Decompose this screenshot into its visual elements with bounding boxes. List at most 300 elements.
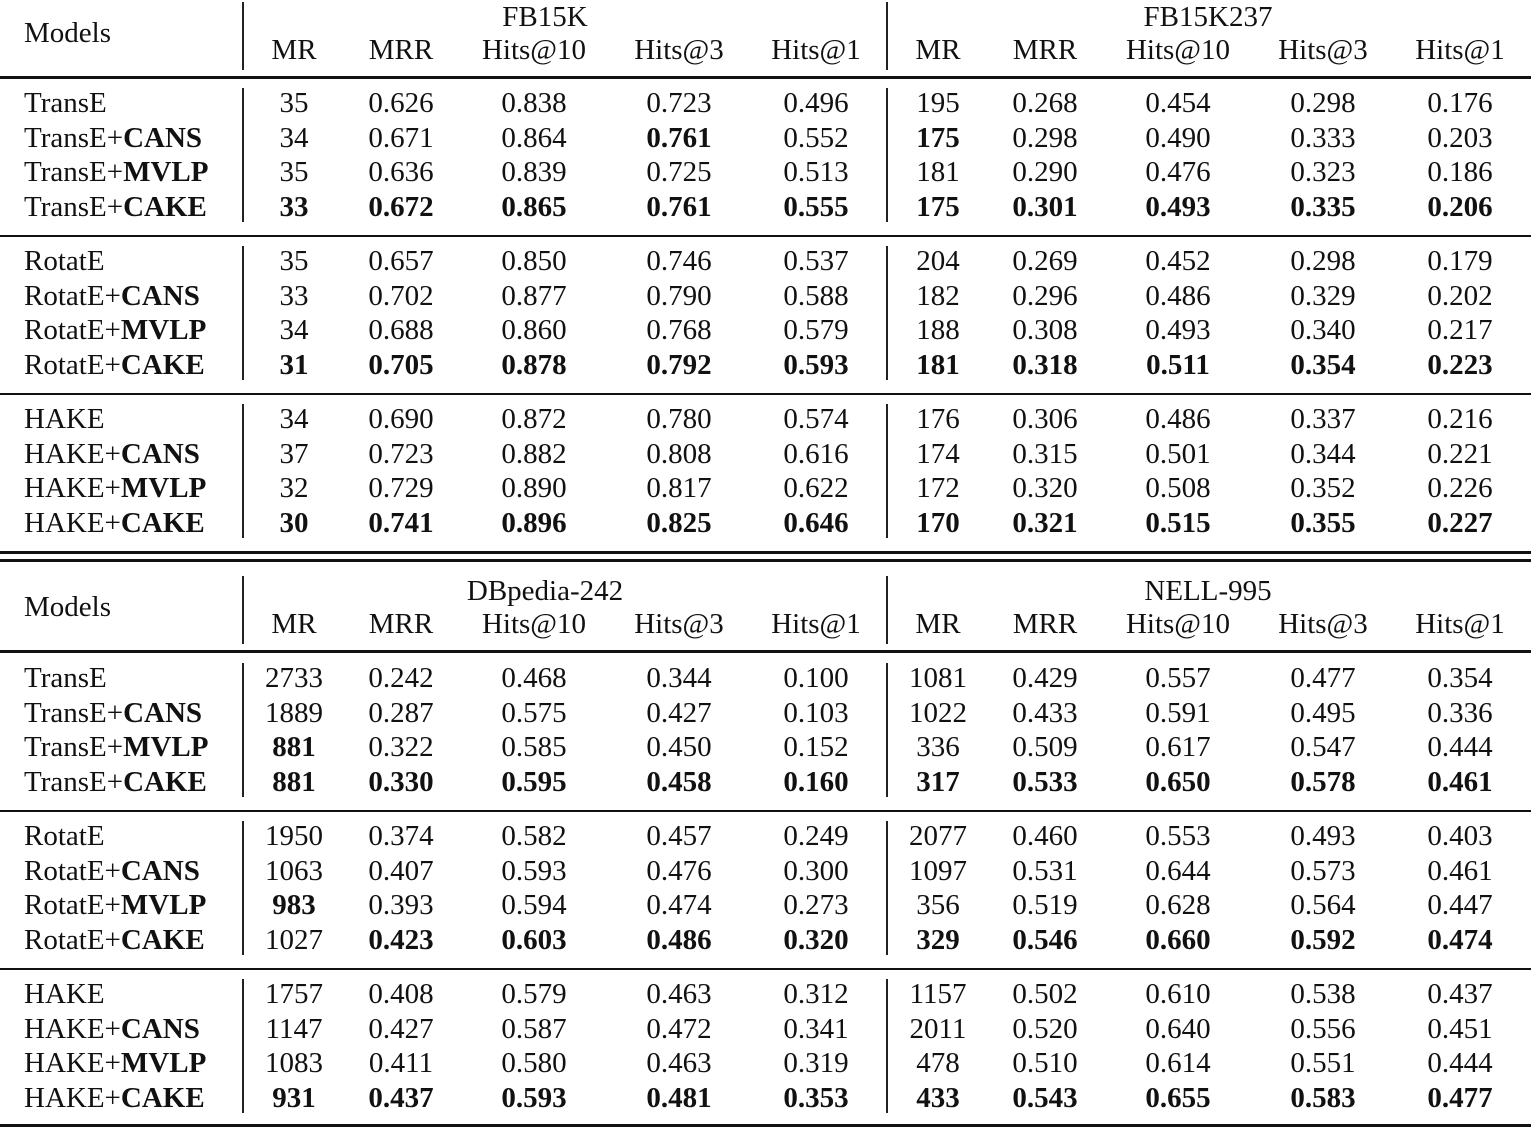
metric-value: 0.768 [646,314,712,347]
metric-value: 336 [916,731,960,764]
metric-value: 0.817 [646,472,712,505]
metric-value: 0.287 [368,696,434,729]
metric-value: 0.333 [1290,121,1356,154]
model-base-name: TransE+ [24,190,124,223]
model-method-suffix: CAKE [120,348,205,381]
metric-value: 0.860 [501,314,567,347]
table-row [0,696,1533,731]
metric-value: 0.407 [368,854,434,887]
model-base-name: HAKE+ [24,1012,121,1045]
metric-value: 0.501 [1145,437,1211,470]
model-method-suffix: CAKE [120,923,205,956]
metric-value: 181 [916,348,960,381]
metric-value: 0.725 [646,156,712,189]
metric-value: 0.433 [1012,696,1078,729]
metric-value: 356 [916,889,960,922]
model-base-name: HAKE+ [24,506,121,539]
metric-value: 0.552 [783,121,849,154]
metric-value: 0.640 [1145,1012,1211,1045]
metric-value: 0.354 [1290,348,1356,381]
table-row [0,765,1533,800]
metric-value: 0.217 [1427,314,1493,347]
model-name [24,730,208,764]
metric-value: 1063 [265,854,323,887]
metric-value: 881 [272,765,316,798]
metric-value: 0.650 [1145,765,1211,798]
metric-value: 0.614 [1145,1047,1211,1080]
metric-header: Hits@10 [481,608,587,640]
model-method-suffix: MVLP [120,889,207,922]
metric-value: 0.103 [783,696,849,729]
model-base-name: RotatE+ [24,923,121,956]
metric-value: 0.655 [1145,1081,1211,1114]
metric-value: 0.354 [1427,662,1493,694]
metric-value: 0.825 [646,506,712,539]
metric-value: 35 [279,87,309,119]
metric-value: 204 [916,245,960,277]
metric-header: MRR [368,34,434,66]
model-base-name: HAKE [24,403,105,435]
metric-header: Hits@3 [1278,34,1368,66]
table-row [0,888,1533,923]
metric-header: MR [271,608,317,640]
column-separator [242,576,244,644]
metric-header: Hits@10 [1125,608,1231,640]
model-method-suffix: MVLP [120,1047,207,1080]
metric-value: 0.564 [1290,889,1356,922]
metric-value: 170 [916,506,960,539]
metric-value: 0.223 [1427,348,1493,381]
model-method-suffix: CANS [120,854,200,887]
model-base-name: RotatE+ [24,854,121,887]
metric-value: 0.308 [1012,314,1078,347]
metric-header: Hits@1 [1415,608,1505,640]
metric-header: MR [271,34,317,66]
metric-value: 0.321 [1012,506,1078,539]
metric-value: 0.322 [368,731,434,764]
model-base-name: TransE+ [24,156,124,189]
column-separator [242,979,244,1113]
metric-value: 317 [916,765,960,798]
model-method-suffix: MVLP [123,731,209,764]
model-base-name: HAKE+ [24,1081,121,1114]
model-base-name: HAKE+ [24,1047,121,1080]
metric-value: 0.671 [368,121,434,154]
metric-value: 2077 [909,820,967,852]
model-name [24,888,206,922]
model-method-suffix: CANS [120,1012,200,1045]
metric-value: 0.594 [501,889,567,922]
group-rule [0,810,1531,812]
metric-value: 0.493 [1290,820,1356,852]
metric-value: 0.249 [783,820,849,852]
metric-value: 329 [916,923,960,956]
metric-value: 35 [279,245,309,277]
metric-value: 0.790 [646,279,712,312]
metric-value: 0.486 [1145,279,1211,312]
metric-value: 0.593 [783,348,849,381]
metric-value: 0.306 [1012,403,1078,435]
metric-value: 0.312 [783,978,849,1010]
column-separator [886,979,888,1113]
metric-value: 0.352 [1290,472,1356,505]
metric-value: 0.513 [783,156,849,189]
model-method-suffix: MVLP [120,314,207,347]
metric-value: 0.617 [1145,731,1211,764]
metric-value: 0.588 [783,279,849,312]
metric-value: 0.896 [501,506,567,539]
metric-value: 188 [916,314,960,347]
metric-value: 0.546 [1012,923,1078,956]
metric-value: 0.579 [501,978,567,1010]
metric-value: 0.206 [1427,190,1493,223]
metric-value: 0.547 [1290,731,1356,764]
metric-header: MRR [368,608,434,640]
model-name [24,1046,206,1080]
metric-value: 0.335 [1290,190,1356,223]
metric-value: 0.336 [1427,696,1493,729]
metric-value: 0.427 [368,1012,434,1045]
metric-value: 881 [272,731,316,764]
metric-value: 35 [279,156,309,189]
table-row [0,661,1533,696]
metric-value: 0.221 [1427,437,1493,470]
model-method-suffix: CANS [123,121,203,154]
metric-value: 0.688 [368,314,434,347]
metric-value: 0.864 [501,121,567,154]
metric-value: 0.580 [501,1047,567,1080]
model-name [24,923,205,957]
metric-value: 0.179 [1427,245,1493,277]
bottom-rule [0,1124,1531,1127]
metric-value: 0.374 [368,820,434,852]
double-rule-bottom [0,559,1531,562]
table-row [0,1081,1533,1116]
metric-value: 0.515 [1145,506,1211,539]
metric-value: 0.474 [1427,923,1493,956]
metric-value: 0.690 [368,403,434,435]
model-base-name: TransE+ [24,765,124,798]
metric-value: 0.574 [783,403,849,435]
metric-value: 0.337 [1290,403,1356,435]
table-row [0,923,1533,958]
model-name [24,977,105,1011]
metric-value: 0.461 [1427,854,1493,887]
metric-value: 0.579 [783,314,849,347]
metric-value: 1027 [265,923,323,956]
metric-value: 0.495 [1290,696,1356,729]
metric-value: 0.646 [783,506,849,539]
metric-value: 0.723 [368,437,434,470]
metric-value: 175 [916,121,960,154]
metric-value: 433 [916,1081,960,1114]
models-column-header: Models [24,17,111,49]
metric-value: 0.451 [1427,1012,1493,1045]
metric-value: 0.616 [783,437,849,470]
metric-value: 0.100 [783,662,849,694]
metric-value: 1889 [265,696,323,729]
dataset-header: NELL-995 [1144,575,1272,607]
metric-value: 0.622 [783,472,849,505]
metric-value: 0.461 [1427,765,1493,798]
metric-value: 0.551 [1290,1047,1356,1080]
metric-value: 0.761 [646,121,712,154]
metric-value: 0.329 [1290,279,1356,312]
metric-value: 1147 [265,1012,323,1045]
metric-value: 0.296 [1012,279,1078,312]
metric-value: 0.537 [783,245,849,277]
metric-value: 0.341 [783,1012,849,1045]
metric-value: 0.850 [501,245,567,277]
metric-value: 0.660 [1145,923,1211,956]
metric-value: 478 [916,1047,960,1080]
metric-value: 0.203 [1427,121,1493,154]
column-separator [242,663,244,797]
metric-value: 0.865 [501,190,567,223]
metric-value: 0.628 [1145,889,1211,922]
metric-value: 0.882 [501,437,567,470]
models-column-header: Models [24,591,111,623]
metric-value: 0.269 [1012,245,1078,277]
metric-value: 0.408 [368,978,434,1010]
metric-value: 0.573 [1290,854,1356,887]
metric-value: 0.454 [1145,87,1211,119]
metric-value: 195 [916,87,960,119]
dataset-header: FB15K [502,1,588,33]
metric-value: 1950 [265,820,323,852]
metric-value: 0.160 [783,765,849,798]
metric-value: 0.423 [368,923,434,956]
metric-header: Hits@3 [634,34,724,66]
metric-value: 1022 [909,696,967,729]
metric-value: 174 [916,437,960,470]
metric-value: 0.298 [1290,87,1356,119]
model-method-suffix: CAKE [123,190,207,223]
metric-value: 0.780 [646,403,712,435]
metric-value: 0.202 [1427,279,1493,312]
model-base-name: RotatE+ [24,348,121,381]
metric-value: 0.450 [646,731,712,764]
metric-value: 0.481 [646,1081,712,1114]
metric-value: 0.411 [368,1047,434,1080]
metric-value: 0.511 [1146,348,1210,381]
metric-value: 0.593 [501,854,567,887]
metric-value: 0.591 [1145,696,1211,729]
metric-header: Hits@1 [771,608,861,640]
model-base-name: HAKE [24,978,105,1010]
model-base-name: HAKE+ [24,437,121,470]
metric-value: 0.242 [368,662,434,694]
model-method-suffix: MVLP [120,472,207,505]
metric-value: 0.463 [646,978,712,1010]
metric-value: 0.533 [1012,765,1078,798]
metric-value: 0.553 [1145,820,1211,852]
column-separator [886,821,888,955]
metric-value: 0.490 [1145,121,1211,154]
metric-value: 34 [279,403,309,435]
metric-value: 0.555 [783,190,849,223]
metric-value: 0.583 [1290,1081,1356,1114]
metric-header: Hits@10 [1125,34,1231,66]
metric-value: 0.592 [1290,923,1356,956]
metric-value: 1157 [909,978,967,1010]
metric-header: Hits@1 [771,34,861,66]
metric-value: 0.557 [1145,662,1211,694]
metric-value: 0.186 [1427,156,1493,189]
dataset-header: DBpedia-242 [466,575,624,607]
model-method-suffix: MVLP [123,156,209,189]
metric-value: 0.457 [646,820,712,852]
metric-value: 1083 [265,1047,323,1080]
metric-value: 0.458 [646,765,712,798]
metric-value: 0.644 [1145,854,1211,887]
metric-value: 0.610 [1145,978,1211,1010]
metric-value: 0.878 [501,348,567,381]
metric-value: 0.496 [783,87,849,119]
metric-value: 0.761 [646,190,712,223]
metric-value: 0.582 [501,820,567,852]
metric-value: 0.543 [1012,1081,1078,1114]
metric-value: 0.227 [1427,506,1493,539]
model-method-suffix: CAKE [123,765,207,798]
metric-value: 0.702 [368,279,434,312]
model-name [24,661,107,695]
metric-value: 931 [272,1081,316,1114]
model-method-suffix: CANS [120,279,200,312]
metric-value: 0.344 [646,662,712,694]
metric-value: 33 [279,190,309,223]
metric-value: 0.729 [368,472,434,505]
metric-value: 30 [279,506,309,539]
metric-value: 0.890 [501,472,567,505]
metric-value: 0.319 [783,1047,849,1080]
group-rule [0,968,1531,970]
metric-value: 0.520 [1012,1012,1078,1045]
metric-value: 32 [279,472,309,505]
metric-value: 0.477 [1427,1081,1493,1114]
metric-value: 0.353 [783,1081,849,1114]
metric-value: 0.447 [1427,889,1493,922]
metric-value: 0.429 [1012,662,1078,694]
metric-value: 0.839 [501,156,567,189]
model-name [24,1012,200,1046]
metric-value: 0.452 [1145,245,1211,277]
metric-value: 0.519 [1012,889,1078,922]
metric-value: 0.575 [501,696,567,729]
model-base-name: RotatE [24,820,105,852]
table-row [0,1046,1533,1081]
metric-value: 983 [272,889,316,922]
metric-value: 0.427 [646,696,712,729]
metric-value: 0.226 [1427,472,1493,505]
metric-value: 0.509 [1012,731,1078,764]
metric-value: 2733 [265,662,323,694]
model-method-suffix: CANS [123,696,203,729]
table-row [0,819,1533,854]
table-row [0,977,1533,1012]
metric-value: 0.355 [1290,506,1356,539]
metric-value: 0.468 [501,662,567,694]
model-name [24,765,207,799]
metric-value: 0.808 [646,437,712,470]
metric-value: 0.538 [1290,978,1356,1010]
metric-value: 0.493 [1145,190,1211,223]
metric-value: 0.437 [368,1081,434,1114]
model-base-name: RotatE+ [24,279,121,312]
table-row [0,1012,1533,1047]
metric-header: MR [915,608,961,640]
dataset-header: FB15K237 [1143,1,1273,33]
metric-value: 33 [279,279,309,312]
model-name [24,696,202,730]
metric-header: MR [915,34,961,66]
metric-value: 0.474 [646,889,712,922]
metric-value: 0.603 [501,923,567,956]
metric-value: 0.472 [646,1012,712,1045]
model-base-name: RotatE+ [24,889,121,922]
metric-value: 0.268 [1012,87,1078,119]
metric-value: 0.746 [646,245,712,277]
table-row [0,730,1533,765]
metric-value: 0.444 [1427,731,1493,764]
column-separator [242,821,244,955]
metric-value: 0.318 [1012,348,1078,381]
model-method-suffix: CAKE [120,1081,205,1114]
metric-value: 0.444 [1427,1047,1493,1080]
metric-value: 2011 [909,1012,967,1045]
model-base-name: TransE+ [24,121,124,154]
model-method-suffix: CAKE [120,506,205,539]
metric-header: MRR [1012,34,1078,66]
column-separator [886,576,888,644]
metric-value: 0.556 [1290,1012,1356,1045]
metric-value: 0.344 [1290,437,1356,470]
model-base-name: HAKE+ [24,472,121,505]
metric-value: 34 [279,314,309,347]
metric-value: 0.323 [1290,156,1356,189]
metric-value: 0.636 [368,156,434,189]
model-base-name: RotatE [24,245,105,277]
metric-value: 0.792 [646,348,712,381]
metric-header: Hits@3 [634,608,724,640]
model-base-name: TransE+ [24,731,124,764]
model-base-name: RotatE+ [24,314,121,347]
metric-value: 0.330 [368,765,434,798]
metric-value: 0.741 [368,506,434,539]
metric-value: 0.476 [646,854,712,887]
metric-value: 0.486 [646,923,712,956]
metric-value: 1757 [265,978,323,1010]
metric-value: 0.320 [1012,472,1078,505]
metric-value: 0.595 [501,765,567,798]
model-method-suffix: CANS [120,437,200,470]
metric-value: 0.510 [1012,1047,1078,1080]
metric-value: 0.300 [783,854,849,887]
metric-value: 31 [279,348,309,381]
metric-value: 0.476 [1145,156,1211,189]
metric-value: 0.298 [1290,245,1356,277]
metric-value: 1081 [909,662,967,694]
metric-value: 1097 [909,854,967,887]
metric-value: 0.626 [368,87,434,119]
model-name [24,819,105,853]
metric-value: 0.301 [1012,190,1078,223]
metric-value: 175 [916,190,960,223]
metric-value: 34 [279,121,309,154]
model-name [24,854,200,888]
metric-value: 0.672 [368,190,434,223]
metric-value: 0.585 [501,731,567,764]
